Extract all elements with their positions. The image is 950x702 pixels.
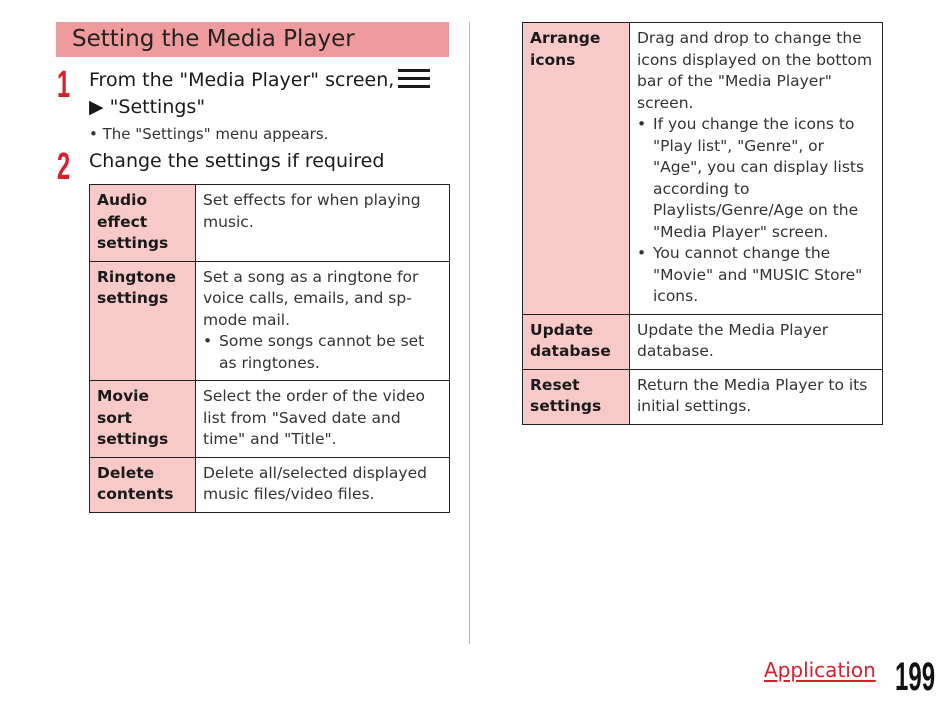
settings-table-right	[522, 22, 883, 425]
footer-section-label: Application	[764, 658, 876, 682]
bullet-glyph: •	[89, 125, 98, 143]
setting-description-cell	[630, 369, 883, 424]
setting-note-text: Some songs cannot be set as ringtones.	[219, 332, 425, 372]
column-divider	[469, 22, 470, 644]
setting-description: Delete all/selected displayed music files/video files.	[203, 463, 427, 503]
setting-note	[637, 243, 876, 308]
step-1-number: 1	[57, 64, 71, 106]
setting-description-cell	[630, 23, 883, 315]
table-row	[90, 381, 450, 458]
menu-icon	[398, 69, 430, 89]
setting-note	[637, 114, 876, 243]
setting-description-cell	[196, 261, 450, 381]
bullet-glyph: •	[637, 115, 647, 133]
step-1-text	[89, 67, 430, 94]
table-row	[523, 23, 883, 315]
settings-table-left	[89, 184, 450, 513]
setting-description: Update the Media Player database.	[637, 320, 829, 360]
setting-description: Drag and drop to change the icons displayed on the bottom bar of the "Media Player" screen.	[637, 29, 873, 112]
setting-name: Delete contents	[90, 457, 196, 512]
setting-description-cell	[196, 185, 450, 262]
setting-name: Audio effect settings	[90, 185, 196, 262]
step-1-note	[89, 124, 328, 144]
step-1-note-text: The "Settings" menu appears.	[102, 125, 329, 143]
table-row	[523, 314, 883, 369]
step-1-line2: ▶ "Settings"	[89, 96, 206, 118]
section-title: Setting the Media Player	[56, 22, 449, 57]
setting-name: Reset settings	[523, 369, 630, 424]
table-row	[90, 457, 450, 512]
table-row	[90, 185, 450, 262]
setting-note	[203, 331, 443, 374]
setting-description-cell	[196, 457, 450, 512]
setting-description-cell	[630, 314, 883, 369]
setting-description: Set a song as a ringtone for voice calls, emails, and sp-mode mail.	[203, 267, 419, 329]
setting-name: Arrange icons	[523, 23, 630, 315]
setting-note-text: If you change the icons to "Play list", "Genre", or "Age", you can display lists according to Playlists/Genre/Age on the "Media Player" screen.	[653, 115, 865, 241]
step-2-number: 2	[57, 146, 71, 188]
setting-description-cell	[196, 381, 450, 458]
setting-name: Ringtone settings	[90, 261, 196, 381]
bullet-glyph: •	[203, 332, 213, 350]
step-2-text: Change the settings if required	[89, 150, 385, 172]
table-row	[90, 261, 450, 381]
setting-name: Movie sort settings	[90, 381, 196, 458]
setting-note-text: You cannot change the "Movie" and "MUSIC Store" icons.	[653, 244, 863, 305]
setting-description: Set effects for when playing music.	[203, 191, 421, 231]
setting-name: Update database	[523, 314, 630, 369]
step-1-line1: From the "Media Player" screen,	[89, 69, 395, 91]
setting-description: Return the Media Player to its initial settings.	[637, 375, 868, 415]
page-number: 199	[895, 655, 936, 699]
bullet-glyph: •	[637, 244, 647, 262]
table-row	[523, 369, 883, 424]
setting-description: Select the order of the video list from "Saved date and time" and "Title".	[203, 387, 425, 448]
